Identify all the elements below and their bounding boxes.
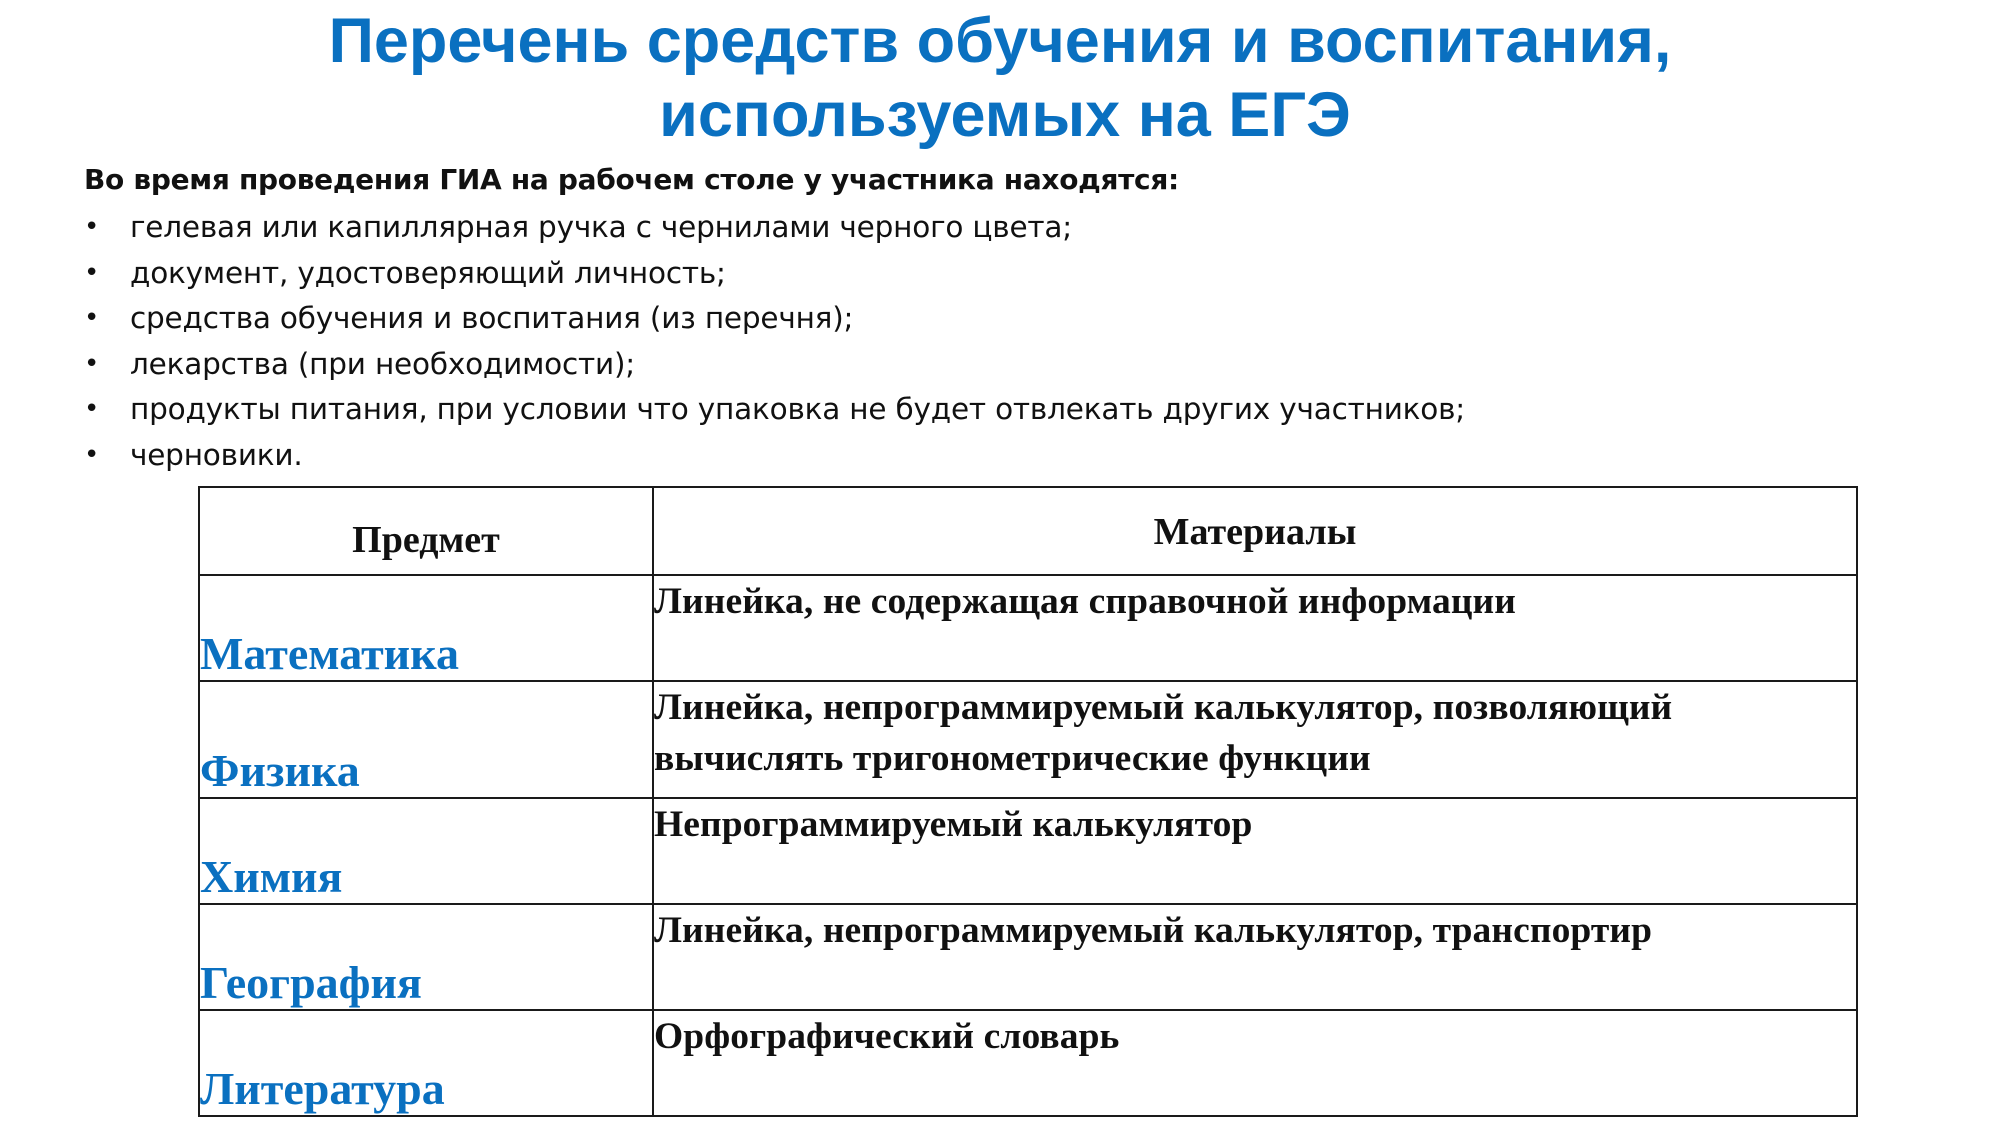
table-header-row — [199, 487, 1857, 575]
list-item — [84, 251, 1465, 297]
table-row — [199, 798, 1857, 904]
subject-cell: Литература — [199, 1010, 653, 1116]
list-item-text: продукты питания, при условии что упаковка не будет отвлекать других участников; — [130, 392, 1466, 426]
bullet-icon: • — [84, 394, 100, 424]
bullet-icon: • — [84, 303, 100, 333]
list-item-text: гелевая или капиллярная ручка с чернилами черного цвета; — [130, 210, 1073, 244]
bullet-icon: • — [84, 257, 100, 288]
column-header-materials: Материалы — [653, 487, 1857, 575]
table-row — [199, 1010, 1857, 1116]
bullet-icon: • — [84, 348, 100, 379]
page-title — [0, 4, 2000, 152]
materials-cell: Линейка, непрограммируемый калькулятор, транспортир — [653, 904, 1857, 1010]
bullet-list — [84, 205, 1465, 478]
list-item — [84, 205, 1465, 251]
bullet-icon: • — [84, 439, 100, 470]
intro-heading: Во время проведения ГИА на рабочем столе у участника находятся: — [84, 163, 1179, 196]
column-header-subject: Предмет — [199, 487, 653, 575]
list-item — [84, 387, 1465, 433]
table-row — [199, 904, 1857, 1010]
list-item-text: документ, удостоверяющий личность; — [130, 255, 726, 290]
subject-cell: Химия — [199, 798, 653, 904]
page-title-line-2: используемых на ЕГЭ — [659, 80, 1351, 150]
materials-cell: Линейка, не содержащая справочной информации — [653, 575, 1857, 681]
list-item-text: лекарства (при необходимости); — [130, 346, 636, 381]
materials-cell: Орфографический словарь — [653, 1010, 1857, 1116]
list-item-text: средства обучения и воспитания (из перечня); — [130, 301, 854, 335]
materials-cell: Непрограммируемый калькулятор — [653, 798, 1857, 904]
table-row — [199, 681, 1857, 798]
list-item-text: черновики. — [130, 437, 303, 472]
page-title-line-1: Перечень средств обучения и воспитания, — [328, 6, 1672, 76]
subject-cell: Математика — [199, 575, 653, 681]
table-row — [199, 575, 1857, 681]
list-item — [84, 433, 1465, 479]
subject-cell: Физика — [199, 681, 653, 798]
list-item — [84, 342, 1465, 388]
bullet-icon: • — [84, 212, 100, 242]
subject-cell: География — [199, 904, 653, 1010]
materials-table — [198, 486, 1858, 1117]
materials-cell: Линейка, непрограммируемый калькулятор, позволяющий вычислять тригонометрические функции — [653, 681, 1857, 798]
list-item — [84, 296, 1465, 342]
